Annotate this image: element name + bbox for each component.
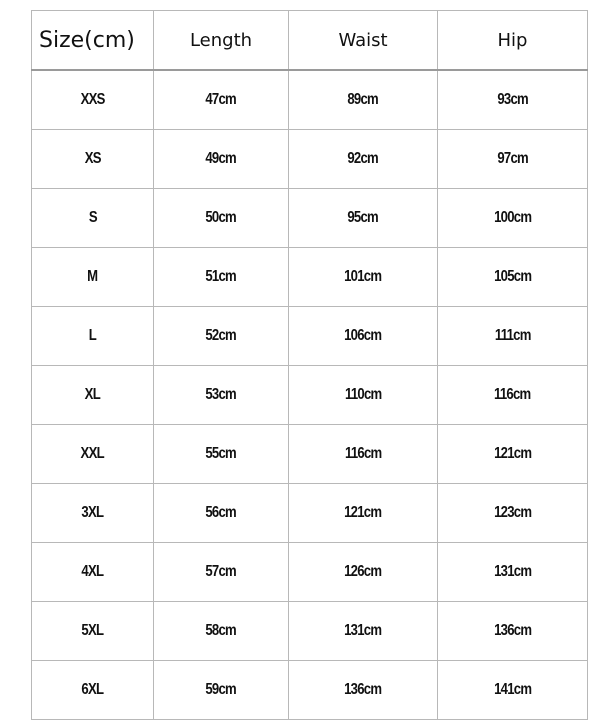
header-hip: Hip [438,11,588,71]
size-cell [32,661,154,720]
size-cell [32,543,154,602]
waist-cell [289,130,438,189]
length-cell [154,543,289,602]
length-cell [154,307,289,366]
hip-cell [438,543,588,602]
size-cell-text: XXL [80,445,105,462]
waist-cell [289,248,438,307]
waist-cell-text: 106cm [344,327,382,344]
hip-cell-text: 116cm [494,386,531,403]
table-row [32,484,588,543]
waist-cell [289,661,438,720]
length-cell-text: 49cm [205,150,237,167]
hip-cell-text: 141cm [493,681,532,698]
size-cell [32,307,154,366]
size-cell-text: XL [84,386,101,403]
waist-cell-text: 110cm [344,386,382,403]
length-cell-text: 56cm [205,504,237,521]
size-cell-text: 3XL [81,504,104,521]
length-cell-text: 50cm [205,209,237,226]
length-cell-text: 58cm [205,622,237,639]
size-cell-text: 6XL [81,681,104,698]
hip-cell [438,484,588,543]
table-row [32,70,588,130]
length-cell [154,425,289,484]
size-chart-table [31,10,588,720]
waist-cell [289,602,438,661]
length-cell-text: 57cm [205,563,237,580]
waist-cell-text: 89cm [347,91,379,108]
length-cell [154,366,289,425]
waist-cell-text: 95cm [347,209,379,226]
waist-cell [289,307,438,366]
hip-cell [438,602,588,661]
length-cell [154,130,289,189]
table-row [32,602,588,661]
length-cell-text: 53cm [205,386,237,403]
header-length: Length [154,11,289,71]
hip-cell [438,189,588,248]
waist-cell-text: 136cm [344,681,382,698]
hip-cell [438,661,588,720]
waist-cell [289,366,438,425]
header-row [32,11,588,71]
table-row [32,307,588,366]
size-cell [32,484,154,543]
table-row [32,425,588,484]
table-row [32,543,588,602]
waist-cell-text: 92cm [347,150,379,167]
hip-cell-text: 121cm [493,445,532,462]
waist-cell [289,484,438,543]
size-cell [32,189,154,248]
table-row [32,130,588,189]
length-cell-text: 52cm [205,327,237,344]
length-cell-text: 59cm [205,681,237,698]
header-waist: Waist [289,11,438,71]
size-cell-text: S [88,209,97,226]
size-cell [32,248,154,307]
hip-cell [438,248,588,307]
hip-cell-text: 100cm [493,209,532,226]
length-cell [154,602,289,661]
hip-cell [438,307,588,366]
length-cell-text: 51cm [205,268,237,285]
size-cell [32,602,154,661]
waist-cell [289,70,438,130]
waist-cell-text: 116cm [344,445,382,462]
size-cell-text: XXS [80,91,105,108]
table-body [32,70,588,720]
table-row [32,366,588,425]
table-row [32,248,588,307]
length-cell [154,189,289,248]
waist-cell [289,189,438,248]
hip-cell-text: 93cm [497,91,528,108]
hip-cell-text: 111cm [494,327,531,344]
size-cell [32,366,154,425]
length-cell-text: 55cm [205,445,237,462]
table-row [32,189,588,248]
hip-cell-text: 105cm [493,268,532,285]
waist-cell [289,425,438,484]
length-cell [154,248,289,307]
size-cell [32,130,154,189]
size-cell-text: 4XL [81,563,104,580]
size-cell-text: M [87,268,98,285]
hip-cell [438,130,588,189]
waist-cell-text: 126cm [344,563,382,580]
hip-cell-text: 123cm [493,504,532,521]
length-cell [154,484,289,543]
size-cell-text: L [88,327,97,344]
size-cell [32,425,154,484]
size-cell-text: XS [84,150,101,167]
hip-cell [438,425,588,484]
size-cell-text: 5XL [81,622,104,639]
waist-cell-text: 131cm [344,622,382,639]
waist-cell-text: 101cm [344,268,382,285]
hip-cell-text: 136cm [493,622,532,639]
header-size: Size(cm) [32,11,154,71]
size-cell [32,70,154,130]
hip-cell-text: 97cm [497,150,528,167]
hip-cell-text: 131cm [493,563,532,580]
length-cell [154,70,289,130]
length-cell [154,661,289,720]
waist-cell-text: 121cm [344,504,382,521]
table-row [32,661,588,720]
waist-cell [289,543,438,602]
length-cell-text: 47cm [205,91,237,108]
hip-cell [438,366,588,425]
hip-cell [438,70,588,130]
